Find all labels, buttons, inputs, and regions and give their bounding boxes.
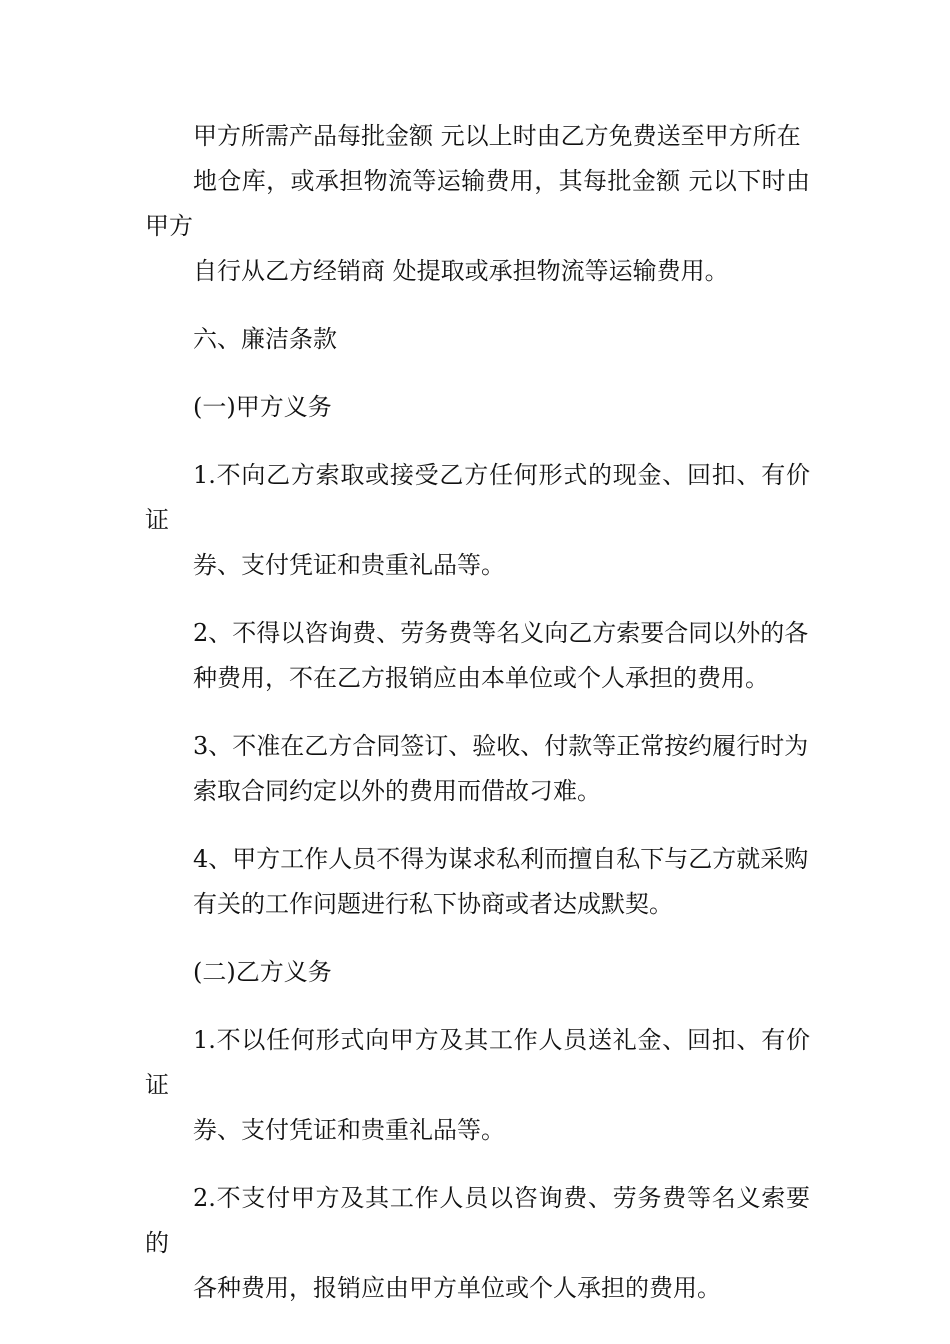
heading-text: (二)乙方义务 [193,958,332,986]
paragraph-delivery-terms [145,114,810,294]
clause-a-1 [145,453,810,588]
heading-text: 六、廉洁条款 [193,325,337,353]
text-line: 2、不得以咨询费、劳务费等名义向乙方索要合同以外的各 [193,619,809,647]
text-line: 各种费用，报销应由甲方单位或个人承担的费用。 [193,1274,721,1302]
text-line: 4、甲方工作人员不得为谋求私利而擅自私下与乙方就采购 [193,845,809,873]
text-line: 地仓库，或承担物流等运输费用，其每批金额 元以下时由甲方 [145,167,810,240]
text-line: 有关的工作问题进行私下协商或者达成默契。 [193,890,673,918]
subsection-heading-party-a-duties [145,385,810,430]
text-line: 甲方所需产品每批金额 元以上时由乙方免费送至甲方所在 [193,122,801,150]
text-line: 索取合同约定以外的费用而借故刁难。 [193,777,601,805]
text-line: 自行从乙方经销商 处提取或承担物流等运输费用。 [193,257,729,285]
clause-b-1 [145,1018,810,1153]
clause-a-3 [145,724,810,814]
text-line: 种费用，不在乙方报销应由本单位或个人承担的费用。 [193,664,769,692]
clause-a-2 [145,611,810,701]
clause-b-2 [145,1176,810,1311]
document-body [145,114,810,1334]
text-line: 3、不准在乙方合同签订、验收、付款等正常按约履行时为 [193,732,809,760]
clause-a-4 [145,837,810,927]
section-heading-integrity-clause [145,317,810,362]
text-line: 券、支付凭证和贵重礼品等。 [193,551,505,579]
text-line: 1.不向乙方索取或接受乙方任何形式的现金、回扣、有价证 [145,461,810,534]
subsection-heading-party-b-duties [145,950,810,995]
text-line: 2.不支付甲方及其工作人员以咨询费、劳务费等名义索要的 [145,1184,810,1257]
text-line: 1.不以任何形式向甲方及其工作人员送礼金、回扣、有价证 [145,1026,810,1099]
heading-text: (一)甲方义务 [193,393,332,421]
text-line: 券、支付凭证和贵重礼品等。 [193,1116,505,1144]
